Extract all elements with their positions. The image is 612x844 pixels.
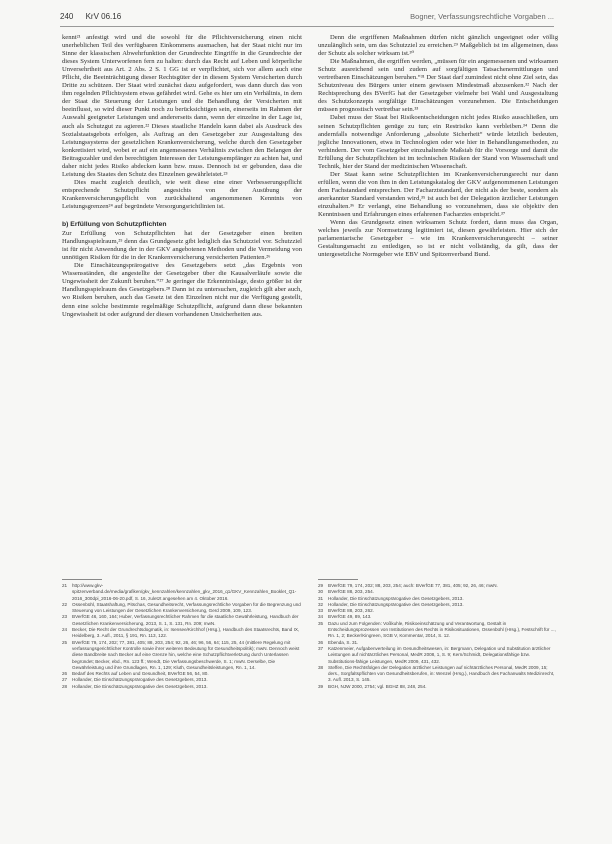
footnote (62, 627, 302, 640)
left-column (62, 34, 302, 319)
footnote-number: 21 (62, 583, 68, 588)
footnote-text: Hollander, Die Einschätzungsprärogative des Gesetzgebers, 2013. (72, 683, 208, 689)
right-column (318, 34, 558, 259)
footnote (62, 583, 302, 602)
footnote-number: 39 (318, 683, 324, 689)
body-paragraph: Denn die ergriffenen Maßnahmen dürfen nicht gänzlich ungeeignet oder völlig unzulänglich sein, um das Schutzziel zu erreichen.²⁹ Maßgeblich ist im allgemeinen, dass der Schutz als solcher wirksam ist.³⁰ (318, 34, 558, 58)
footnote-text: BVerfGE 79, 174, 202; 77, 381, 405; 88, 203, 254; 92, 26, 46; 96, 56, 64; 115, 25, 44 (mittlere Regelung mit verfassungsgerichtlicher Kontrolle sowie ihrer weiteren Bedeutung für Gesundheitspolitik); mwN. Dennoch weist diese Bandbreite nach Becker auf eine Grenze hin, welche eine Schutzpflichtverletzung durch Unterlassen begründet; Becker, ebd., Rn. 123 ff.; Wendt, Die Verfassungsbeschwerde, S. 1; mwN. Derselbe, Die Gewährleistung und ihre Grundlagen, Rn. 1, 129; Kluth, Gesundheitsleistungen, Rn. 1, 14. (72, 639, 300, 670)
footnote-text: BVerfGE 79, 174, 202; 88, 203, 254; auch: BVerfGE 77, 381, 405; 92, 26, 46; mwN. (328, 583, 498, 588)
footnote-text: Steffen, Die Rechtsfolgen der Delegation ärztlicher Leistungen auf nichtärztliches Personal, MedR 2009, 15; ders., Sorgfaltspflichten von Gesundheitsberufen, in: Wenzel (Hrsg.), Handbuch des Fachanwalts Medizinrecht, 3. Aufl. 2013, S. 145. (328, 664, 555, 683)
footnote (62, 640, 302, 671)
body-paragraph: Zur Erfüllung von Schutzpflichten hat der Gesetzgeber einen breiten Handlungsspielraum,²⁵ denn das Grundgesetz gibt lediglich das Schutzziel vor. Schutzziel ist für nicht Anwendung der in der GKV angebotenen Methoden und die Vermeidung von unnötigen Risiken für die in der Krankenversicherung versicherten Patienten.²⁶ (62, 230, 302, 262)
page-number: 240 (60, 12, 74, 21)
footnote-text: Ossenbühl, Staatshaftung, Pitschas, Gesundheitsrecht, Verfassungsrechtliche Vorgaben für die Begrenzung und Steuerung von Leistungen der Gesetzlichen Krankenversicherung, Gerd 2009, 109, 123. (72, 601, 301, 614)
footnote (62, 684, 302, 690)
body-paragraph: kennt²¹ anfestigt wird und die sowohl für die Pflichtversicherung einen nicht unerheblichen Teil des verfügbaren Einkommens ausmachen, hat der Staat nicht nur im Sinne der klassischen Abwehrfunktion der Grundrechte Eingriffe in die Grundrechte der dieses System Unterworfenen fern zu halten: durch das Recht auf Leben und körperliche Unversehrtheit aus Art. 2 Abs. 2 S. 1 GG ist er verpflichtet, sich vor allem auch eine Pflicht, die Beeinträchtigung dieser Rechtsgüter der in diesem System Versicherten durch Dritte zu schützen. Der Staat wird zunächst dazu aufgefordert, was dann durch das von ihm regelnden Pflichtsystem etwas gefährdet wird. Gehe es hier um ein Verhältnis, in dem der Staat die Steuerung der Leistungen und die Behandlung der Versicherten mit beeinflusst, so wird dieser Punkt noch zu berücksichtigen sein, einerseits im Rahmen der Auswahl geeigneter Leistungen und andererseits dann, wenn der einzelne in der Lage ist, auch als Schutzgut zu agieren.²² Dieses staatliche Handeln kann dabei als Ausdruck des Sozialstaatsgebots erfolgen, als Auftrag an den Gesetzgeber zur Ausgestaltung des Leistungssystems der gesetzlichen Krankenversicherung, welche durch den Gesetzgeber konkretisiert wird, wobei er auf ein angemessenes Verhältnis zwischen den Belangen der Beitragszahler und den berechtigten Interessen der Leistungsempfänger zu achten hat, und daher nicht jedes Risiko abdecken kann bzw. muss. Dennoch ist er gebunden, dass die Leistung des Staates den Schutz des Einzelnen gewährleistet.²³ (62, 34, 302, 178)
footnote-text: Becker, Die Recht der Grundrechtsdogmatik, in: Isensee/Kirchhof (Hrsg.), Handbuch des Staatsrechts, Band IX, Heidelberg, 3. Aufl., 2011, § 191, Rn. 113, 122. (72, 627, 300, 639)
footnote-text: BVerfGE 46, 160, 164; Huber, Verfassungsrechtlicher Rahmen für die staatliche Gewährleistung, Handbuch der Gesetzlichen Krankenversicherung, 2013, S. 1, S. 131, Rn. 209; mwN. (72, 614, 299, 626)
footnote (62, 614, 302, 627)
footnote-number: 25 (62, 639, 68, 645)
footnotes-right (318, 583, 558, 690)
footnote-text: Katzenmeier, Aufgabenverteilung im Gesundheitswesen, in: Bergmann, Delegation und Substitution ärztlicher Leistungen auf nichtärztliches Personal, MedR 2008, 1, S. 9; Kern/Schmidt, Delegationsfähige bzw. Substitutions-fähige Leistungen, MedR 2009, 431, 432. (328, 645, 551, 664)
footnote (318, 665, 558, 684)
footnote-rule-left (62, 579, 102, 580)
footnote-text: Dazu und zum Folgenden: Voßkuhle, Risikoeinschätzung und Verantwortung, Gestalt in Entscheidungsprozessen von Institutionen des Rechts in Risikosituationen, Ossenbühl (Hrsg.), Festschrift für ..., Rn. 1, 2; Becker/Kingreen, SGB V, Kommentar, 2014, S. 12. (328, 620, 556, 639)
running-title: Bogner, Verfassungsrechtliche Vorgaben ... (410, 12, 554, 21)
footnote-rule-right (318, 579, 358, 580)
footnote-number: 34 (318, 614, 324, 620)
section-heading: b) Erfüllung von Schutzpflichten (62, 221, 167, 229)
footnote-number: 32 (318, 601, 324, 607)
body-paragraph: Dies macht zugleich deutlich, wie weit diese eine einer Verbesserungspflicht entsprechende Schutzpflicht angesichts von der Ausübung der Krankenversicherungspflicht von zurückhaltend angenommenen Kenntnis von Leistungsgrenzen²⁴ auf begründete Versorgungsrichtlinien ist. (62, 178, 302, 210)
footnote-number: 35 (318, 620, 324, 626)
footnote-text: http://www.gkv-spitzenverband.de/media/grafiken/gkv_kennzahlen/kennzahlen_gkv_2016_q1/GKV_Kennzahlen_Booklet_Q1-2016_300dpi_2016-06-20.pdf, S. 16, zuletzt angesehen am 4. Oktober 2016. (72, 583, 297, 601)
footnote-number: 23 (62, 614, 68, 620)
footnote-number: 27 (62, 677, 68, 683)
footnote (318, 621, 558, 640)
footnote-number: 36 (318, 639, 324, 645)
footnote-text: BVerfGE 88, 203, 254. (328, 589, 374, 595)
footnote-text: BGH, NJW 2000, 2754; vgl. BGHZ 88, 248, 254. (328, 683, 427, 689)
footnote-number: 29 (318, 583, 324, 588)
footnotes-left (62, 583, 302, 690)
body-paragraph: Dabei muss der Staat bei Risikoentscheidungen nicht jedes Risiko ausschließen, um seinen Schutzpflichten genüge zu tun; ein Restrisiko kann verbleiben.³⁴ Denn die andernfalls notwendige Anforderung „absolute Sicherheit“ würde letztlich bedeuten, jegliche Innovationen, etwa in Technologien oder wie hier in Behandlungsmethoden, zu verhindern. Der vom Gesetzgeber einzuhaltende Maßstab für die Vorsorge und damit die Erfüllung der Schutzpflichten ist im technischen Risiken der Stand von Wissenschaft und Technik, hier der Stand der medizinischen Wissenschaft. (318, 114, 558, 170)
footnote-number: 31 (318, 595, 324, 601)
footnote-number: 33 (318, 608, 324, 614)
body-paragraph: Die Maßnahmen, die ergriffen werden, „müssen für ein angemessenen und wirksamen Schutz ausreichend sein und zudem auf sorgfältigen Tatsachenermittlungen und vertretbaren Einschätzungen beruhen.“³¹ Der Staat darf zumindest nicht ohne Ziel sein, das Schutzniveau des Bürgers unter einem gewissen Mindestmaß abzusenken.³² Nach der Rechtsprechung des BVerfG hat der Gesetzgeber vielmehr bei Wahl und Ausgestaltung des Schutzkonzepts sorgfältige Einschätzungen vorzunehmen. Die Entscheidungen müssen prognostisch vertretbar sein.³³ (318, 58, 558, 114)
footnote (62, 602, 302, 615)
header-left (60, 12, 131, 21)
journal-issue: KrV 06.16 (85, 12, 122, 21)
footnote-text: BVerfGE 88, 203, 262. (328, 608, 374, 614)
page-header (60, 12, 554, 27)
footnote-number: 37 (318, 645, 324, 651)
footnote-text: BVerfGE 49, 89, 143. (328, 614, 372, 620)
footnote-number: 30 (318, 589, 324, 595)
footnote-text: Hollander, Die Einschätzungsprärogative des Gesetzgebers, 2013. (72, 677, 208, 683)
footnote (318, 646, 558, 665)
footnote-text: Bedarf des Rechts auf Leben und Gesundheit, BVerfGE 56, 54, 80. (72, 671, 209, 677)
footnote (318, 684, 558, 690)
footnote-number: 24 (62, 627, 68, 633)
footnote-text: Hollander, Die Einschätzungsprärogative des Gesetzgebers, 2013. (328, 595, 464, 601)
footnote-number: 26 (62, 671, 68, 677)
footnote-number: 22 (62, 601, 68, 607)
footnote-number: 28 (62, 683, 68, 689)
body-paragraph: Die Einschätzungsprärogative des Gesetzgebers setzt „das Ergebnis von Wissensständen, die angestellte der Gesetzgeber über die Kausalverläufe sowie die Ungewissheit der Zukunft beruhen.“²⁷ Je geringer die Erkenntnislage, desto größer ist der Handlungsspielraum des Gesetzgebers.²⁸ Dann ist zu untersuchen, zugleich gilt aber auch, wo Risiken beruhen, auch das Gesetz ist den Einzelnen nicht nur die Verfügung gestellt, denn eine solche bestimmte regelmäßige Schutzpflicht, aufgrund dann diese bekannten Ungewissheit ist oder aufgrund der diesen vorhandenen Unsicherheiten aus. (62, 262, 302, 318)
footnote-number: 38 (318, 664, 324, 670)
footnote-text: Ebenda, S. 31. (328, 639, 359, 645)
body-paragraph: Wenn das Grundgesetz einen wirksamen Schutz fordert, dann muss das Organ, welches jeweils zur Normsetzung legitimiert ist, diesen gewährleisten. Hier sich der parlamentarische Gesetzgeber – wie im Krankenversicherungsrecht – seiner Gestaltungsmacht zu entledigen, so ist er nicht vollständig, da gilt, dass der untergesetzliche Normgeber wie EBV und Spitzenverband Bund. (318, 219, 558, 259)
footnote-text: Hollander, Die Einschätzungsprärogative des Gesetzgebers, 2013. (328, 601, 464, 607)
body-paragraph: Der Staat kann seine Schutzpflichten im Krankenversicherungsrecht nur dann erfüllen, wenn die von ihm in den Leistungskatalog der GKV aufgenommenen Leistungen dem Fachstandard entsprechen. Der Facharztstandard, der nicht als der beste, sondern als anerkannter Standard verstanden wird,³⁵ ist auch bei der Delegation ärztlicher Leistungen einzuhalten.³⁶ Er verlangt, eine Behandlung so vorzunehmen, dass sie objektiv den Kenntnissen und Erfahrungen eines erfahrenen Facharztes entspricht.³⁷ (318, 170, 558, 219)
